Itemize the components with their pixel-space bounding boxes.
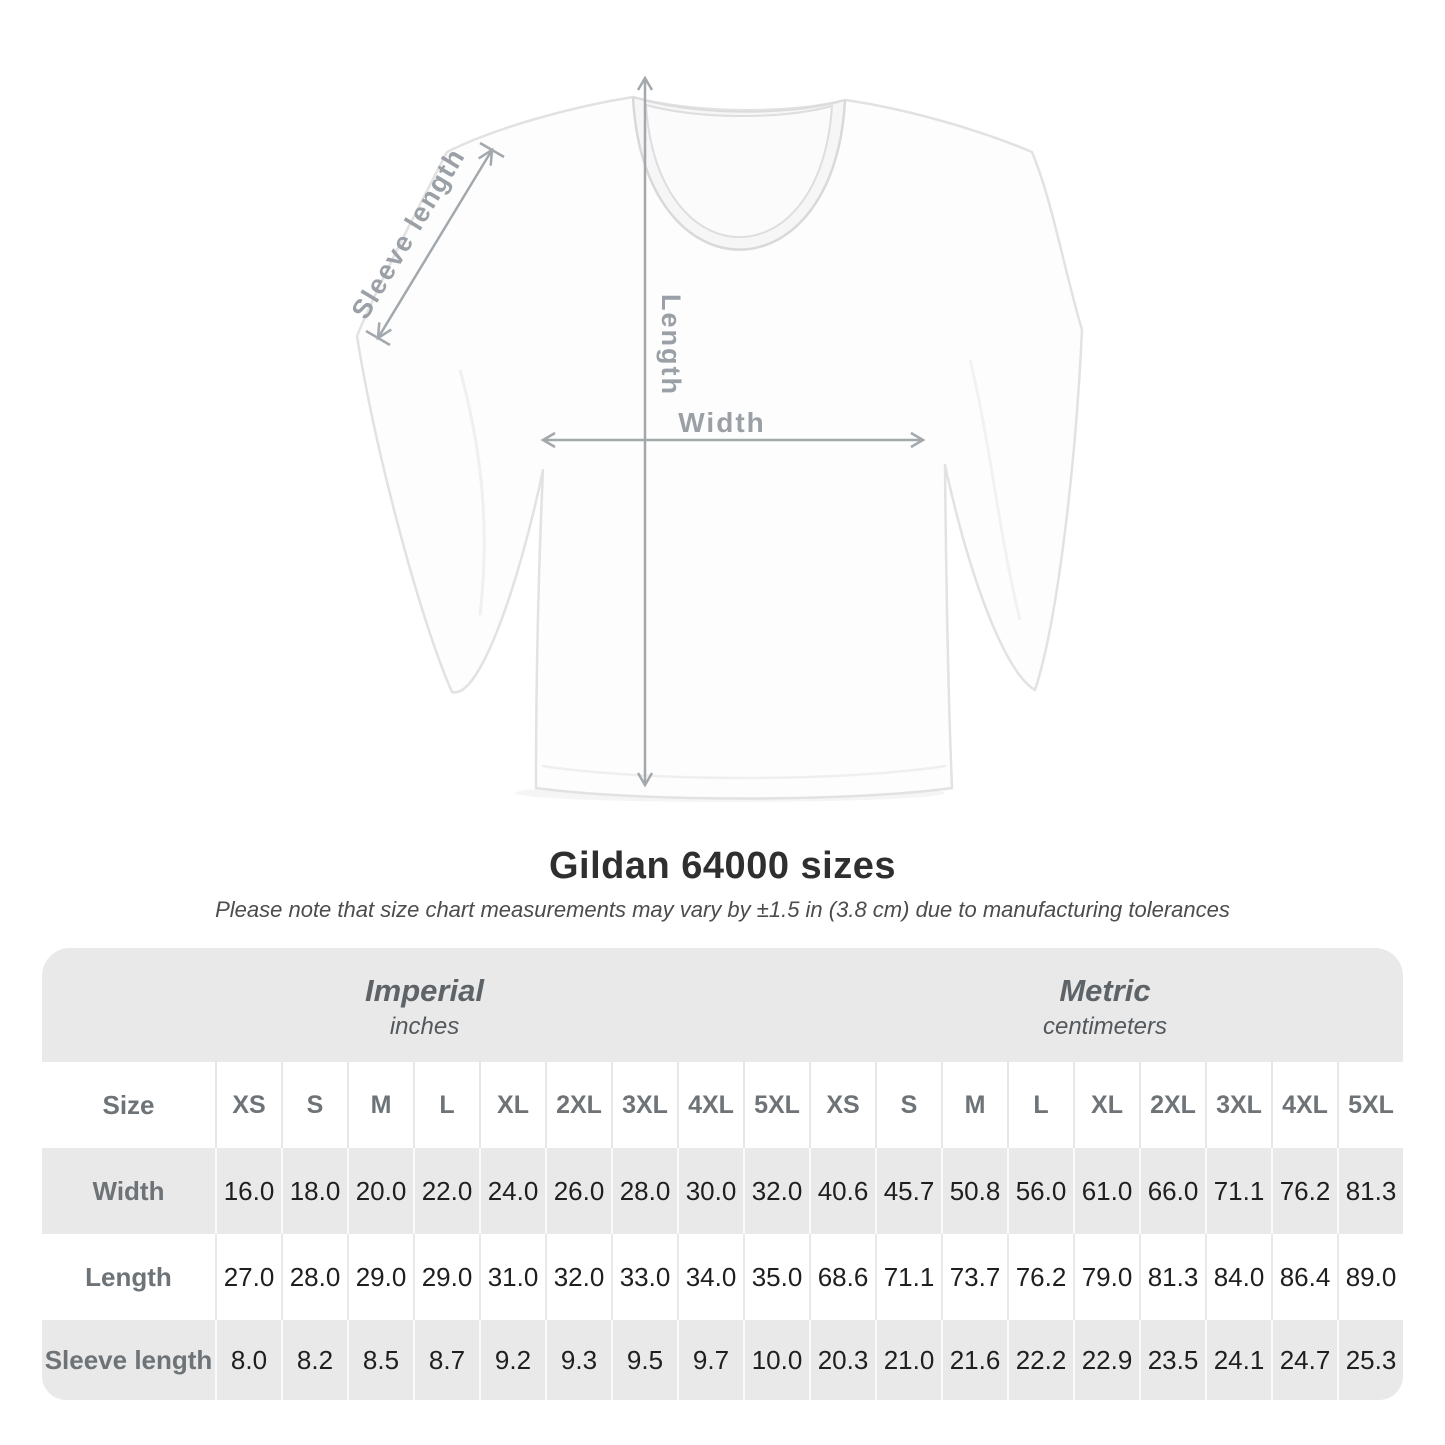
imperial-group-header (42, 948, 807, 1062)
tshirt-illustration (330, 60, 1100, 810)
size-column-label: Size (102, 1089, 155, 1120)
size-col-header: 5XL (1337, 1062, 1403, 1148)
value-cell: 27.0 (215, 1234, 281, 1320)
value-cell: 76.2 (1007, 1234, 1073, 1320)
size-col-header: M (941, 1062, 1007, 1148)
table-row (42, 1148, 1403, 1234)
size-col-header: XL (479, 1062, 545, 1148)
table-rows (42, 1062, 1403, 1400)
value-cell: 73.7 (941, 1234, 1007, 1320)
table-row (42, 1234, 1403, 1320)
size-col-header: XS (809, 1062, 875, 1148)
value-cell: 86.4 (1271, 1234, 1337, 1320)
value-cell: 26.0 (545, 1148, 611, 1234)
value-cell: 9.3 (545, 1320, 611, 1400)
value-cell: 28.0 (611, 1148, 677, 1234)
size-col-header: XL (1073, 1062, 1139, 1148)
size-chart-table (42, 948, 1403, 1400)
value-cell: 68.6 (809, 1234, 875, 1320)
value-cell: 84.0 (1205, 1234, 1271, 1320)
value-cell: 31.0 (479, 1234, 545, 1320)
value-cell: 30.0 (677, 1148, 743, 1234)
value-cell: 10.0 (743, 1320, 809, 1400)
value-cell: 81.3 (1337, 1148, 1403, 1234)
metric-group-header (807, 948, 1403, 1062)
value-cell: 22.2 (1007, 1320, 1073, 1400)
value-cell: 32.0 (743, 1148, 809, 1234)
value-cell: 9.2 (479, 1320, 545, 1400)
size-col-header: 2XL (545, 1062, 611, 1148)
size-col-header: M (347, 1062, 413, 1148)
size-col-header: S (875, 1062, 941, 1148)
value-cell: 28.0 (281, 1234, 347, 1320)
value-cell: 33.0 (611, 1234, 677, 1320)
value-cell: 8.5 (347, 1320, 413, 1400)
unit-band (42, 948, 1403, 1062)
sleeve-length-label: Sleeve length (345, 142, 471, 325)
tolerance-note: Please note that size chart measurements may vary by ±1.5 in (3.8 cm) due to manufacturing tolerances (215, 897, 1230, 922)
value-cell: 34.0 (677, 1234, 743, 1320)
size-col-header: S (281, 1062, 347, 1148)
value-cell: 32.0 (545, 1234, 611, 1320)
value-cell: 20.0 (347, 1148, 413, 1234)
length-label: Length (656, 294, 686, 396)
size-col-header: 4XL (1271, 1062, 1337, 1148)
value-cell: 56.0 (1007, 1148, 1073, 1234)
row-label: Width (92, 1175, 165, 1206)
size-col-header: L (1007, 1062, 1073, 1148)
value-cell: 35.0 (743, 1234, 809, 1320)
value-cell: 29.0 (347, 1234, 413, 1320)
value-cell: 20.3 (809, 1320, 875, 1400)
value-cell: 45.7 (875, 1148, 941, 1234)
value-cell: 8.2 (281, 1320, 347, 1400)
size-col-header: 3XL (611, 1062, 677, 1148)
metric-unit: centimeters (1042, 1013, 1168, 1040)
value-cell: 8.7 (413, 1320, 479, 1400)
value-cell: 22.9 (1073, 1320, 1139, 1400)
row-label: Sleeve length (44, 1344, 213, 1375)
value-cell: 21.6 (941, 1320, 1007, 1400)
value-cell: 18.0 (281, 1148, 347, 1234)
value-cell: 23.5 (1139, 1320, 1205, 1400)
value-cell: 81.3 (1139, 1234, 1205, 1320)
size-col-header: 5XL (743, 1062, 809, 1148)
value-cell: 61.0 (1073, 1148, 1139, 1234)
imperial-label: Imperial (365, 973, 484, 1008)
value-cell: 29.0 (413, 1234, 479, 1320)
value-cell: 9.5 (611, 1320, 677, 1400)
size-col-header: 3XL (1205, 1062, 1271, 1148)
size-header-row (42, 1062, 1403, 1148)
size-col-header: 2XL (1139, 1062, 1205, 1148)
table-row (42, 1320, 1403, 1400)
value-cell: 79.0 (1073, 1234, 1139, 1320)
value-cell: 8.0 (215, 1320, 281, 1400)
value-cell: 24.7 (1271, 1320, 1337, 1400)
value-cell: 25.3 (1337, 1320, 1403, 1400)
width-label: Width (678, 407, 766, 438)
value-cell: 24.1 (1205, 1320, 1271, 1400)
value-cell: 40.6 (809, 1148, 875, 1234)
value-cell: 71.1 (875, 1234, 941, 1320)
value-cell: 16.0 (215, 1148, 281, 1234)
value-cell: 9.7 (677, 1320, 743, 1400)
value-cell: 89.0 (1337, 1234, 1403, 1320)
value-cell: 22.0 (413, 1148, 479, 1234)
row-label: Length (85, 1261, 172, 1292)
size-col-header: XS (215, 1062, 281, 1148)
value-cell: 24.0 (479, 1148, 545, 1234)
value-cell: 50.8 (941, 1148, 1007, 1234)
imperial-unit: inches (389, 1013, 460, 1040)
value-cell: 76.2 (1271, 1148, 1337, 1234)
value-cell: 66.0 (1139, 1148, 1205, 1234)
tshirt-measurement-diagram (330, 60, 1100, 810)
size-col-header: 4XL (677, 1062, 743, 1148)
value-cell: 71.1 (1205, 1148, 1271, 1234)
metric-label: Metric (1059, 973, 1151, 1008)
page-title: Gildan 64000 sizes (549, 845, 896, 887)
value-cell: 21.0 (875, 1320, 941, 1400)
size-col-header: L (413, 1062, 479, 1148)
